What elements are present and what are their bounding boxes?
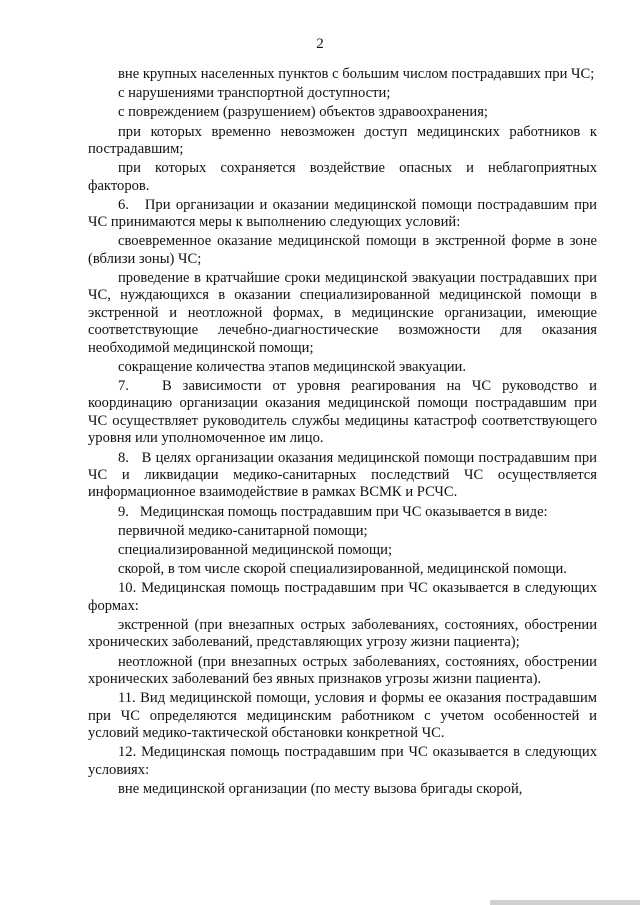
paragraph: с нарушениями транспортной доступности; [118,85,391,102]
paragraph: 8. В целях организации оказания медицинской помощи пострадавшим при ЧС и ликвидации медико-санитарных последствий ЧС осуществляется информационное взаимодействие в рамках ВСМК и РСЧС. [88,449,597,501]
paragraph: своевременное оказание медицинской помощи в экстренной форме в зоне (вблизи зоны) ЧС; [88,233,597,267]
paragraph: первичной медико-санитарной помощи; [118,522,368,539]
paragraph: сокращение количества этапов медицинской эвакуации. [118,358,467,375]
paragraph: скорой, в том числе скорой специализированной, медицинской помощи. [118,561,567,578]
paragraph: неотложной (при внезапных острых заболеваниях, состояниях, обострении хронических заболеваний без явных признаков угрозы жизни пациента). [88,653,597,687]
paragraph: экстренной (при внезапных острых заболеваниях, состояниях, обострении хронических заболеваний, представляющих угрозу жизни пациента); [88,616,597,651]
paragraph: 11. Вид медицинской помощи, условия и формы ее оказания пострадавшим при ЧС определяются медицинским работником с учетом особенностей и условий медико-тактической обстановки конкретной ЧС. [88,690,597,741]
paragraph: 7. В зависимости от уровня реагирования на ЧС руководство и координацию организации оказания медицинской помощи пострадавшим при ЧС осуществляет руководитель службы медицины катастроф соответствующего уровня или уполномоченное им лицо. [88,378,597,447]
paragraph: специализированной медицинской помощи; [118,541,393,558]
paragraph: 12. Медицинская помощь пострадавшим при ЧС оказывается в следующих условиях: [88,744,597,778]
page-number: 2 [316,36,324,52]
document-body [88,66,597,800]
scan-edge-mark [490,900,640,905]
paragraph: при которых сохраняется воздействие опасных и неблагоприятных факторов. [88,160,597,194]
paragraph: вне крупных населенных пунктов с большим числом пострадавших при ЧС; [118,66,595,82]
paragraph: 10. Медицинская помощь пострадавшим при ЧС оказывается в следующих формах: [88,580,597,614]
paragraph: 9. Медицинская помощь пострадавшим при ЧС оказывается в виде: [118,503,548,520]
paragraph: 6. При организации и оказании медицинской помощи пострадавшим при ЧС принимаются меры к выполнению следующих условий: [88,196,597,231]
paragraph: при которых временно невозможен доступ медицинских работников к пострадавшим; [88,123,597,158]
paragraph: вне медицинской организации (по месту вызова бригады скорой, [118,780,523,797]
paragraph: проведение в кратчайшие сроки медицинской эвакуации пострадавших при ЧС, нуждающихся в оказании специализированной медицинской помощи в экстренной и неотложной формах, в медицинские организации, имеющие соответствующие лечебно-диагностические возможности для оказания необходимой медицинской помощи; [88,270,597,356]
paragraph: с повреждением (разрушением) объектов здравоохранения; [118,104,488,121]
